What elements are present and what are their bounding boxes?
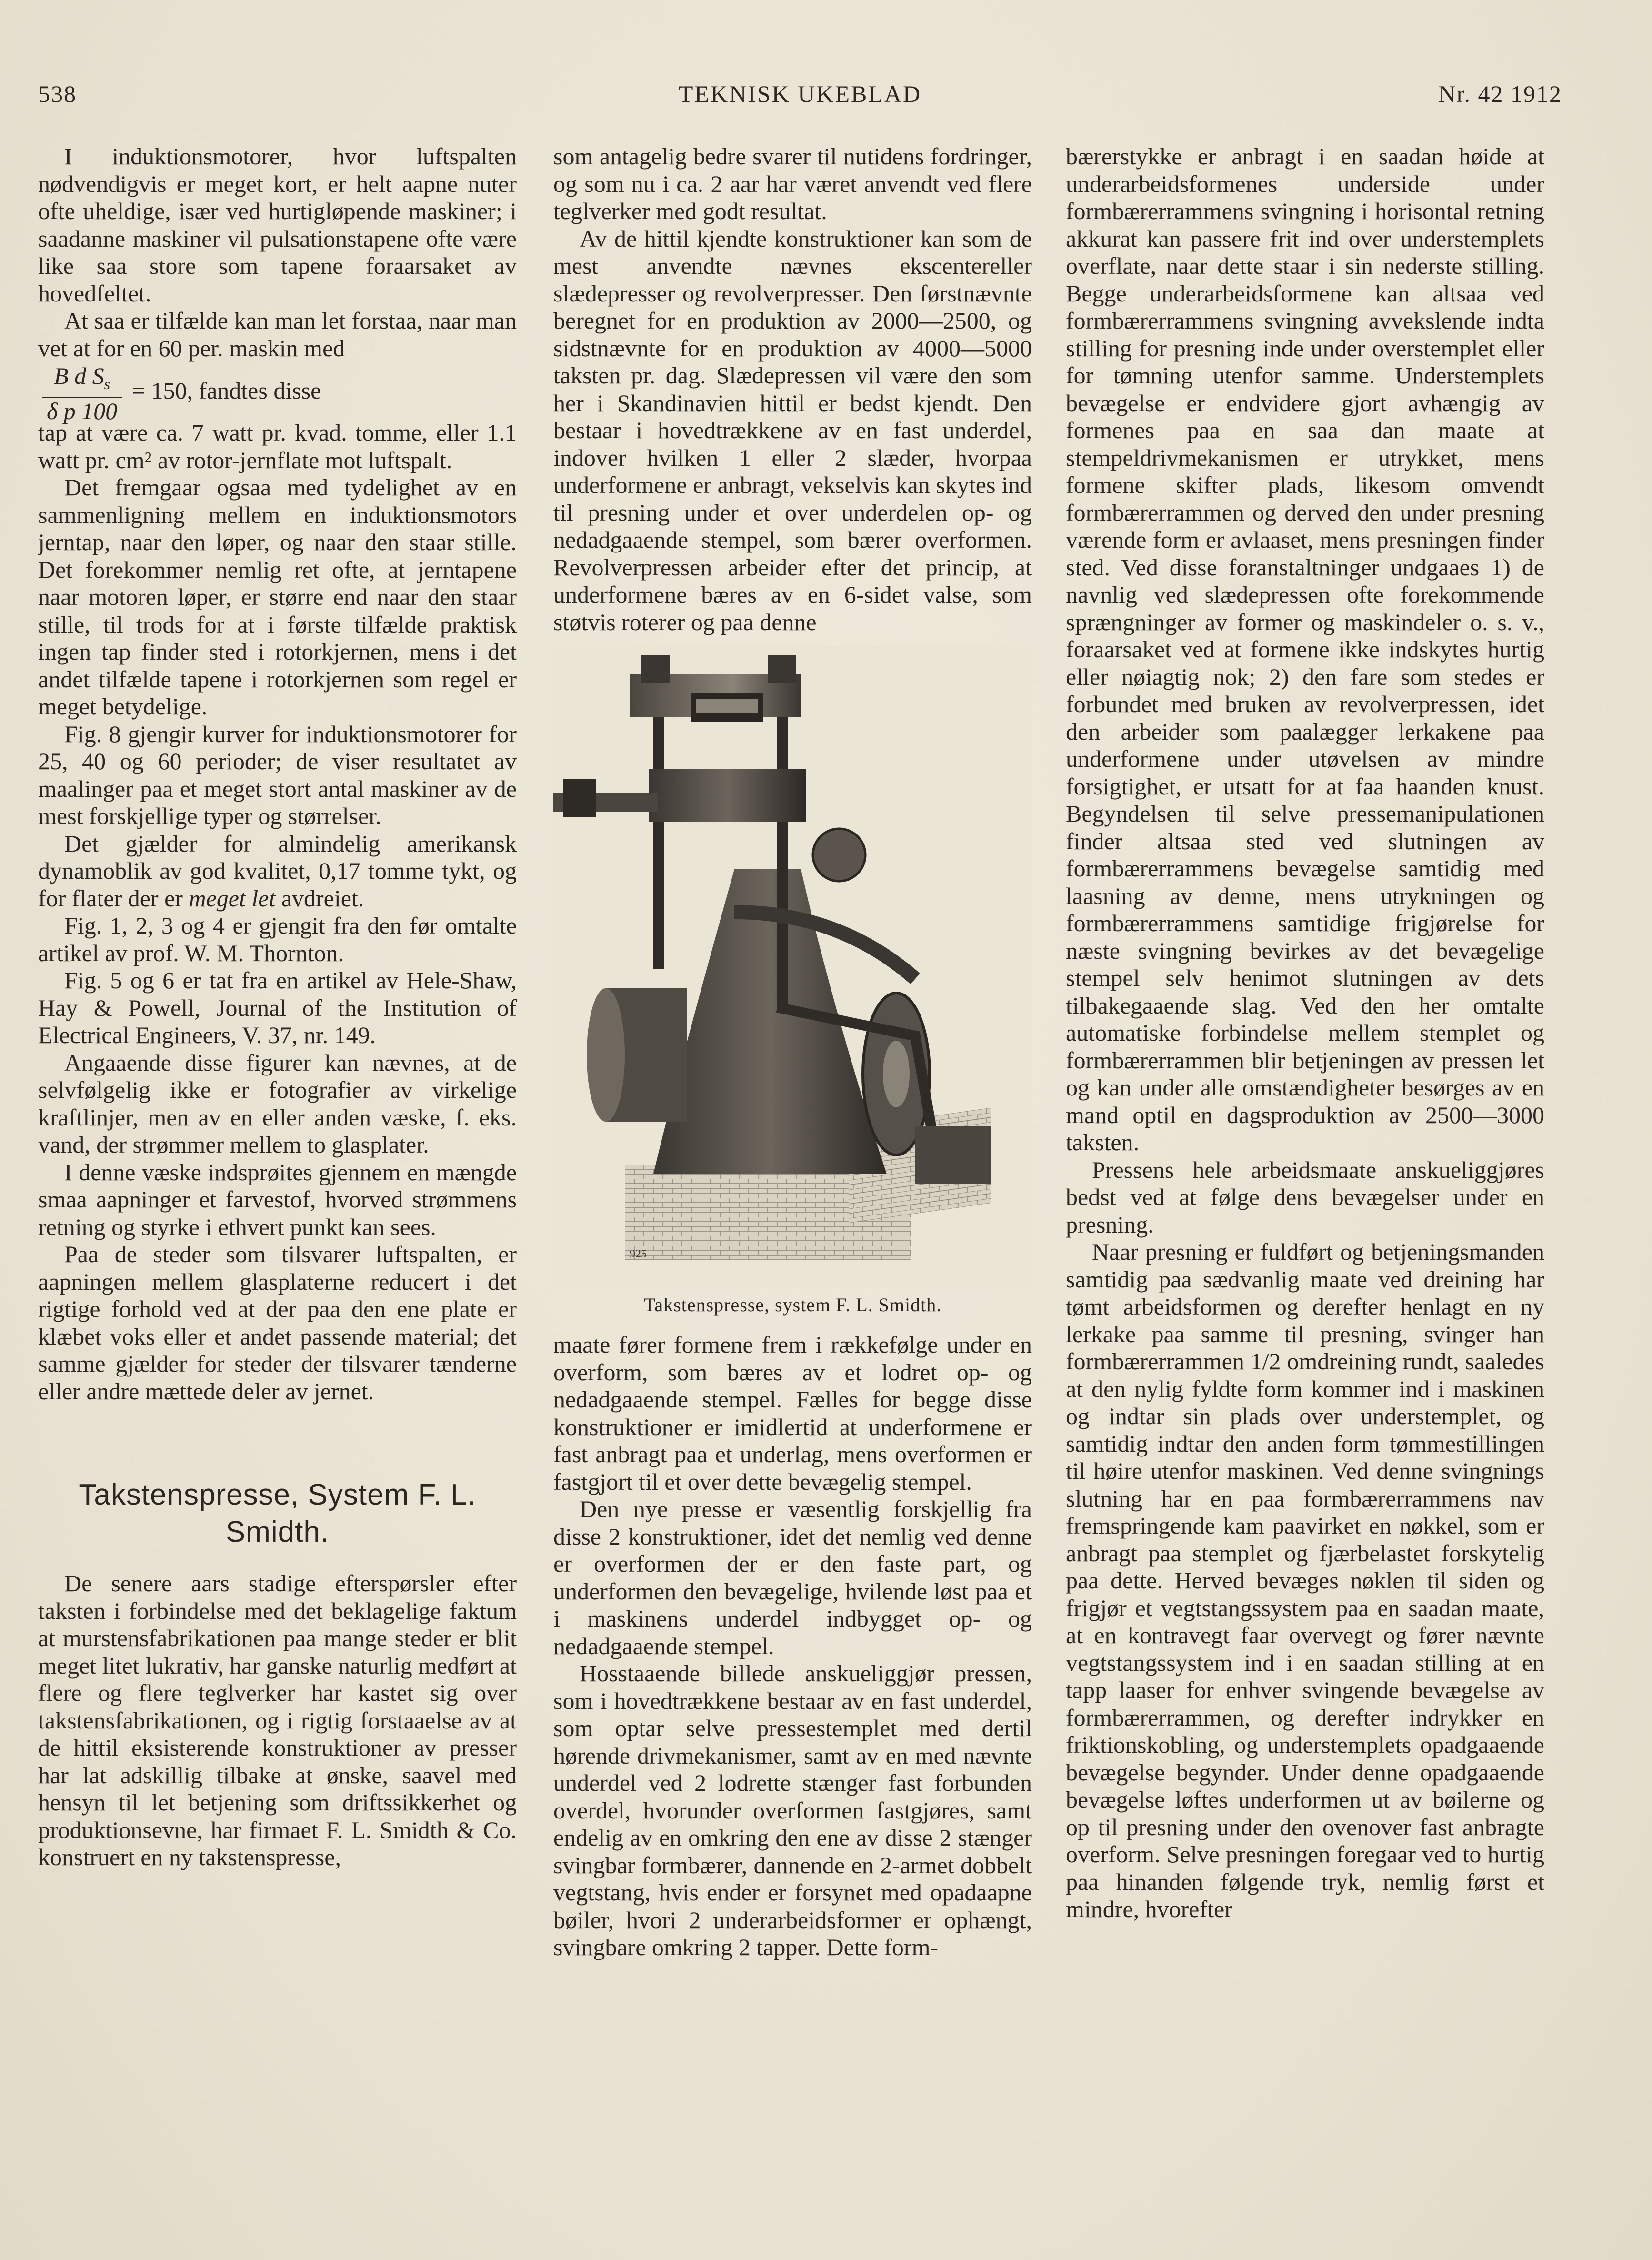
paragraph: De senere aars stadige efterspørsler efter taksten i forbindelse med det beklagelige faktum at murstensfabrikationen paa mange steder er blit meget litet lukrativ, har ganske naturlig medført at flere og flere teglverker har kastet sig over takstensfabrikationen, og i rigtig forstaaelse av at de hittil eksisterende konstruktioner av presser har lat adskillig tilbake at ønske, saavel med hensyn til let betjening som driftssikkerhet og produktionsevne, har firmaet F. L. Smidth & Co. konstruert en ny takstenspresse, [38,1570,517,1870]
figure-number: 925 [630,1248,647,1260]
paragraph: Hosstaaende billede anskueliggjør pressen, som i hovedtrækkene bestaar av en fast underdel, som optar selve pressestemplet med dertil hørende drivmekanismer, samt av en med nævnte underdel ved 2 lodrette stænger fast forbunden overdel, hvorunder overformen fastgjøres, samt endelig av en omkring den ene av disse 2 stænger svingbar formbærer, dannende en 2-armet dobbelt vegtstang, hvis ender er forsynet med opadaapne bøiler, hvori 2 underarbeidsformer er ophængt, svingbare omkring 2 tapper. Dette form- [553,1660,1032,1960]
paragraph [1066,1238,1544,1923]
running-header [38,80,1562,113]
gear-wheel [813,829,865,881]
text: Det gjælder for almindelig amerikansk dynamoblik av god kvalitet, 0,17 tomme tykt, og for flater der er [38,830,517,912]
paragraph: Fig. 1, 2, 3 og 4 er gjengit fra den før omtalte artikel av prof. W. M. Thornton. [38,912,517,966]
section-title: Takstenspresse, System F. L. Smidth. [79,1478,476,1548]
figure-caption: Takstenspresse, system F. L. Smidth. [643,1294,942,1316]
paragraph: Det fremgaar ogsaa med tydelighet av en sammenligning mellem en induktionsmotors jerntap, naar den løper, og naar den staar stille. Det forekommer nemlig ret ofte, at jerntapene naar motoren løper, er større end naar den staar stille, til trods for at i første tilfælde praktisk ingen tap finder sted i rotorkjernen, mens i det andet tilfælde tapene i rotorkjernen som regel er meget betydelige. [38,474,517,720]
numerator-text: B d S [54,362,104,389]
paragraph: Angaaende disse figurer kan nævnes, at de selvfølgelig ikke er fotografier av virkelige kraftlinjer, men av en eller anden væske, f. eks. vand, der strømmer mellem to glasplater. [38,1049,517,1158]
paragraph: I denne væske indsprøites gjennem en mængde smaa aapninger et farvestof, hvorved strømmens retning og styrke i ethvert punkt kan sees. [38,1158,517,1240]
counterweight [915,1126,991,1184]
issue-number: Nr. 42 1912 [1438,80,1562,107]
form-carrier [649,769,806,822]
paragraph: Den nye presse er væsentlig forskjellig fra disse 2 konstruktioner, idet det nemlig ved denne er overformen der er den faste part, og underformen den bevægelige, hvilende løst paa et i maskinens underdel indbygget op- og nedadgaaende stempel. [553,1496,1032,1659]
fraction-numerator [42,363,122,398]
journal-title: TEKNISK UKEBLAD [678,80,922,107]
text: avdreiet. [281,884,364,912]
column-3 [1066,143,1544,2191]
text: At saa er tilfælde kan man let forstaa, naar man vet at for en 60 per. maskin med [38,307,517,362]
fraction-denominator: δ p 100 [47,397,118,424]
page-number: 538 [38,80,77,107]
formula [38,362,517,424]
paragraph: Pressens hele arbeidsmaate anskueliggjøres bedst ved at følge dens bevægelser under en presning. [1066,1156,1544,1238]
paragraph: Av de hittil kjendte konstruktioner kan som de mest anvendte nævnes ekscentereller slædepresser og revolverpresser. Den førstnævnte beregnet for en produktion av 2000—2500, og sidstnævnte for en produktion av 4000—5000 taksten pr. dag. Slædepressen vil være den som her i Skandinavien hittil er bedst kjendt. Den bestaar i hovedtrækkene av en fast underdel, indover hvilken 1 eller 2 slæder, hvorpaa underformene er anbragt, vekselvis kan skytes ind til presning under et over underdelen op- og nedadgaaende stempel, som bærer overformen. Revolverpressen arbeider efter det princip, at underformene bæres av en 6-sidet valse, som støtvis roterer og paa denne [553,225,1032,635]
paragraph [38,307,517,362]
paragraph: Fig. 5 og 6 er tat fra en artikel av Hele-Shaw, Hay & Powell, Journal of the Institution of Electrical Engineers, V. 37, nr. 149. [38,967,517,1048]
paragraph: Fig. 8 gjengir kurver for induktionsmotorer for 25, 40 og 60 perioder; de viser resultatet av maalinger paa et meget stort antal maskiner av de mest forskjellige typer og størrelser. [38,720,517,829]
paragraph: Paa de steder som tilsvarer luftspalten, er aapningen mellem glasplaterne reducert i det rigtige forhold ved at der paa den ene plate er klæbet voks eller et andet passende material; det samme gjælder for steder der tilsvarer tænderne eller andre mættede deler av jernet. [38,1241,517,1405]
numerator-subscript: s [104,375,110,392]
paragraph: som antagelig bedre svarer til nutidens fordringer, og som nu i ca. 2 aar har været anvendt ved flere teglverker med godt resultat. [553,143,1032,224]
press-machine-illustration [553,645,1032,1288]
column-2 [553,143,1032,2191]
figure [553,645,1032,1317]
paragraph: bærerstykke er anbragt i en saadan høide at underarbeidsformenes underside under formbærerrammens svingning i horisontal retning akkurat kan passere frit ind over understemplets overflate, naar dette staar i sin nederste stilling. Begge underarbeidsformene kan altsaa ved formbærerrammens svingning avvekslende indta stilling for presning inde under overstemplet eller for tømning utenfor samme. Understemplets bevægelse er endvidere gjort avhængig av formenes paa en saa dan maate at stempeldrivmekanismen er utrykket, mens formene skifter plads, likesom omvendt formbærerrammen og derved den under presning værende form er avlaaset, mens presningen finder sted. Ved disse foranstaltninger undgaaes 1) de navnlig ved slædepressen ofte forekommende sprængninger av former og maskindeler o. s. v., foraarsaket ved at formene ikke indskytes hurtig eller nøiagtig nok; 2) den fare som stedes er forbundet med bruken av revolverpressen, idet den arbeider som paalægger lerkakene paa underformene under utøvelsen av mindre forsigtighet, er utsatt for at faa haanden knust. Begyndelsen til selve pressemanipulationen finder altsaa sted ved slutningen av formbærerrammens bevægelse samtidig med laasning av denne, mens utrykningen og formbærerrammens samtidige frigjørelse for næste svingning bevirkes av det bevægelige stempel selv henimot slutningen av dets tilbakegaaende slag. Ved den her omtalte automatiske forbindelse mellem stemplet og formbærerrammen blir betjeningen av pressen let og kan under alle omstændigheter besørges av en mand optil en dagsproduktion av 2500—3000 taksten. [1066,143,1544,1155]
paragraph: I induktionsmotorer, hvor luftspalten nødvendigvis er meget kort, er helt aapne nuter ofte uheldige, især ved hurtigløpende maskiner; i saadanne maskiner vil pulsationstapene ofte være like saa store som tapene foraarsaket av hovedfeltet. [38,143,517,307]
column-1 [38,143,517,2191]
fraction-half: 1/2 [1250,1348,1281,1375]
emphasis: meget let [189,884,276,912]
formula-result: = 150, fandtes disse [131,377,321,404]
paragraph [38,830,517,913]
fraction [42,363,122,424]
paragraph: tap at være ca. 7 watt pr. kvad. tomme, eller 1.1 watt pr. cm² av rotor-jernflate mot luftspalt. [38,419,517,473]
text: omdreining rundt, saaledes at den nylig fyldte form kommer ind i maskinen og indtar sin plads over understemplet, og samtidig indtar den anden form tømmestillingen til høire utenfor maskinen. Ved denne svingnings slutning har en paa formbærerrammens nav fremspringende kam paavirket en nøkkel, som er anbragt paa stemplet og fjærbelastet forskytelig paa dette. Herved bevæges nøklen til siden og frigjør et vegtstangssystem paa en saadan maate, at en kontravegt faar overvegt og fører nævnte vegtstangssystem ind i en saadan stilling at en tapp laaser for enhver svingende bevægelse av formbærerrammen, og derefter indrykker en friktionskobling, og understemplets opadgaaende bevægelse begynder. Under denne opadgaaende bevægelse løftes underformen ut av bøilerne og op til presning under den ovenover fast anbragte overform. Selve presningen foregaar ved to hurtig paa hinanden følgende tryk, nemlig først et mindre, hvorefter [1066,1348,1544,1922]
paragraph: maate fører formene frem i rækkefølge under en overform, som bæres av et lodret op- og nedadgaaende stempel. Fælles for begge disse konstruktioner er imidlertid at underformene er fast anbragt paa et underlag, mens overformen er fastgjort til et over dette bevægelig stempel. [553,1331,1032,1495]
text: Naar presning er fuldført og betjeningsmanden samtidig paa sædvanlig maate ved dreining har tømt arbeidsformen og derefter henlagt en ny lerkake paa samme til presning, svinger han formbærerrammen [1066,1238,1544,1375]
right-column [777,674,788,1007]
